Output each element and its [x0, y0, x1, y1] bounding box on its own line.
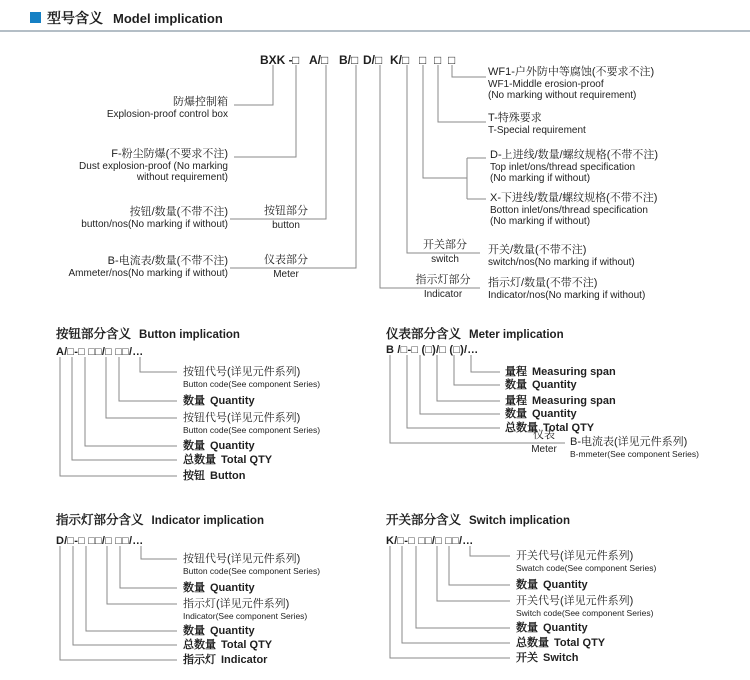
quantity-label: 数量 Quantity: [505, 379, 577, 391]
button-code-label: 按钮代号(详见元件系列) Button code(See component Series): [183, 553, 321, 576]
quantity-label: 数量 Quantity: [183, 395, 255, 407]
total-qty-label: 总数量 Total QTY: [516, 637, 606, 649]
model-formula-segment: □: [419, 53, 427, 67]
model-formula-segment: A/□: [309, 53, 329, 67]
indicator-label: 指示灯 Indicator: [183, 654, 268, 666]
quantity-label: 数量 Quantity: [183, 625, 255, 637]
label-indicator-nos: 指示灯/数量(不带不注) Indicator/nos(No marking if without): [488, 277, 646, 301]
section-meter-title: 仪表部分含义 Meter implication: [386, 327, 564, 341]
tag-button-part: 按钮部分 button: [264, 205, 308, 231]
model-formula-segment: K/□: [390, 53, 410, 67]
quantity-label: 数量 Quantity: [183, 582, 255, 594]
total-qty-label: 总数量 Total QTY: [183, 639, 273, 651]
model-formula-segment: D/□: [363, 53, 383, 67]
button-code-label: 按钮代号(详见元件系列) Button code(See component Series): [183, 412, 321, 435]
tag-meter-part: 仪表部分 Meter: [264, 254, 308, 280]
switch-code-label: 开关代号(详见元件系列) Swatch code(See component Series): [516, 550, 657, 573]
section-button-title: 按钮部分含义 Button implication: [56, 327, 240, 341]
section-switch-formula: K/□-□ □□/□ □□/…: [386, 535, 474, 547]
label-dust-explosion-proof: F-粉尘防爆(不要求不注) Dust explosion-proof (No marking without requirement): [79, 148, 228, 183]
page-title-zh: 型号含义: [47, 10, 103, 26]
quantity-label: 数量 Quantity: [516, 579, 588, 591]
tag-meter: 仪表 Meter: [531, 429, 557, 455]
model-formula-segment: □: [434, 53, 442, 67]
section-switch-title: 开关部分含义 Switch implication: [386, 513, 570, 527]
model-formula-segment: □: [292, 53, 300, 67]
label-wf1-erosion: WF1-户外防中等腐蚀(不要求不注) WF1-Middle erosion-proof (No marking without requirement): [488, 66, 655, 101]
total-qty-label: 总数量 Total QTY: [183, 454, 273, 466]
measuring-span-label: 量程 Measuring span: [505, 366, 616, 378]
section-indicator-title: 指示灯部分含义 Indicator implication: [56, 513, 264, 527]
label-t-special: T-特殊要求 T-Special requirement: [488, 112, 586, 136]
quantity-label: 数量 Quantity: [505, 408, 577, 420]
total-qty-label: 总数量 Total QTY: [505, 422, 595, 434]
label-top-inlet: D-上进线/数量/螺纹规格(不带不注) Top inlet/ons/thread specification (No marking if without): [490, 149, 659, 184]
indicator-code-label: 指示灯(详见元件系列) Indicator(See component Series): [183, 598, 308, 621]
tag-indicator-part: 指示灯部分 Indicator: [415, 274, 471, 300]
button-label: 按钮 Button: [183, 470, 246, 482]
quantity-label: 数量 Quantity: [516, 622, 588, 634]
label-ammeter-nos: B-电流表/数量(不带不注) Ammeter/nos(No marking if without): [68, 255, 228, 279]
label-explosion-proof-box: 防爆控制箱 Explosion-proof control box: [106, 96, 228, 120]
button-code-label: 按钮代号(详见元件系列) Button code(See component Series): [183, 366, 321, 389]
quantity-label: 数量 Quantity: [183, 440, 255, 452]
switch-code-label: 开关代号(详见元件系列) Switch code(See component Series): [516, 595, 654, 618]
section-indicator-formula: D/□-□ □□/□ □□/…: [56, 535, 144, 547]
label-bottom-inlet: X-下进线/数量/螺纹规格(不带不注) Botton inlet/ons/thread specification (No marking if without): [490, 192, 658, 227]
model-formula-segment: □: [448, 53, 456, 67]
section-button-formula: A/□-□ □□/□ □□/…: [56, 346, 144, 358]
page-title-en: Model implication: [113, 11, 223, 26]
tag-switch-part: 开关部分 switch: [423, 239, 467, 265]
model-formula-segment: BXK -: [260, 53, 293, 67]
label-switch-nos: 开关/数量(不带不注) switch/nos(No marking if without): [488, 244, 635, 268]
section-meter-formula: B /□-□ (□)/□ (□)/…: [386, 344, 479, 356]
label-button-nos: 按钮/数量(不带不注) button/nos(No marking if without): [81, 206, 228, 230]
model-formula-segment: B/□: [339, 53, 359, 67]
ammeter-code-label: B-电流表(详见元件系列) B-mmeter(See component Series): [570, 436, 699, 459]
switch-label: 开关 Switch: [516, 652, 579, 664]
measuring-span-label: 量程 Measuring span: [505, 395, 616, 407]
